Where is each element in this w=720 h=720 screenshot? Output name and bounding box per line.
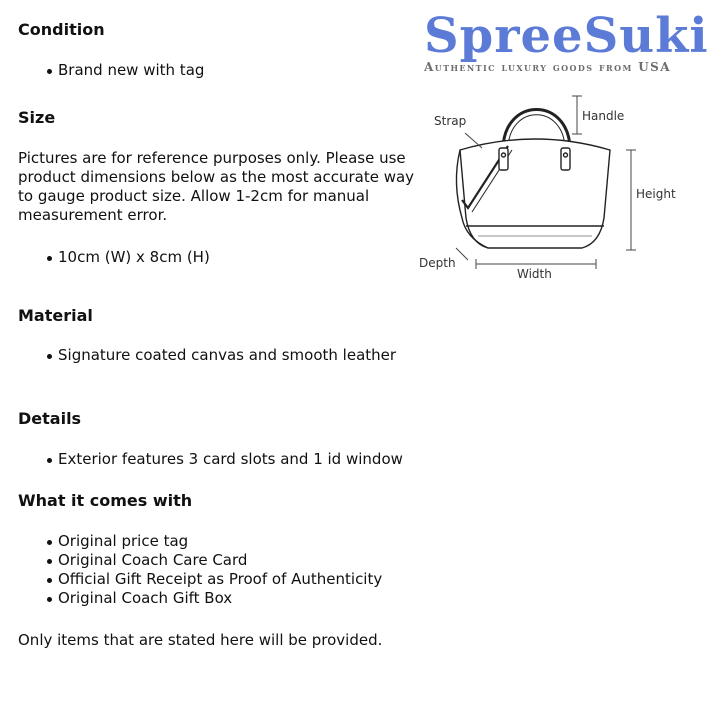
size-list (0, 248, 210, 267)
logo-tagline: Authentic luxury goods from USA (424, 60, 671, 74)
height-label: Height (636, 187, 676, 201)
handbag-illustration (456, 110, 610, 249)
provided-items-note: Only items that are stated here will be provided. (18, 631, 383, 649)
strap-label: Strap (434, 114, 467, 128)
list-item: 10cm (W) x 8cm (H) (0, 248, 210, 267)
material-list (0, 346, 396, 365)
bag-dimensions-diagram (410, 88, 710, 288)
list-item: Original Coach Gift Box (0, 589, 382, 608)
details-list (0, 450, 403, 469)
list-item: Original Coach Care Card (0, 551, 382, 570)
material-heading: Material (18, 306, 93, 325)
depth-label: Depth (419, 256, 456, 270)
list-item: Original price tag (0, 532, 382, 551)
comes-with-heading: What it comes with (18, 491, 193, 510)
details-heading: Details (18, 409, 82, 428)
list-item: Signature coated canvas and smooth leather (0, 346, 396, 365)
size-description: Pictures are for reference purposes only. Please use product dimensions below as the most accurate way to gauge product size. Allow 1-2cm for manual measurement error. (18, 149, 415, 224)
list-item: Official Gift Receipt as Proof of Authenticity (0, 570, 382, 589)
list-item: Brand new with tag (0, 61, 204, 80)
size-heading: Size (18, 108, 56, 127)
condition-list (0, 61, 204, 80)
spreesuki-logo (424, 8, 720, 74)
logo-name: SpreeSuki (424, 8, 709, 64)
list-item: Exterior features 3 card slots and 1 id window (0, 450, 403, 469)
handle-label: Handle (582, 109, 625, 123)
condition-heading: Condition (18, 20, 105, 39)
comes-with-list (0, 532, 382, 608)
width-label: Width (517, 267, 552, 281)
